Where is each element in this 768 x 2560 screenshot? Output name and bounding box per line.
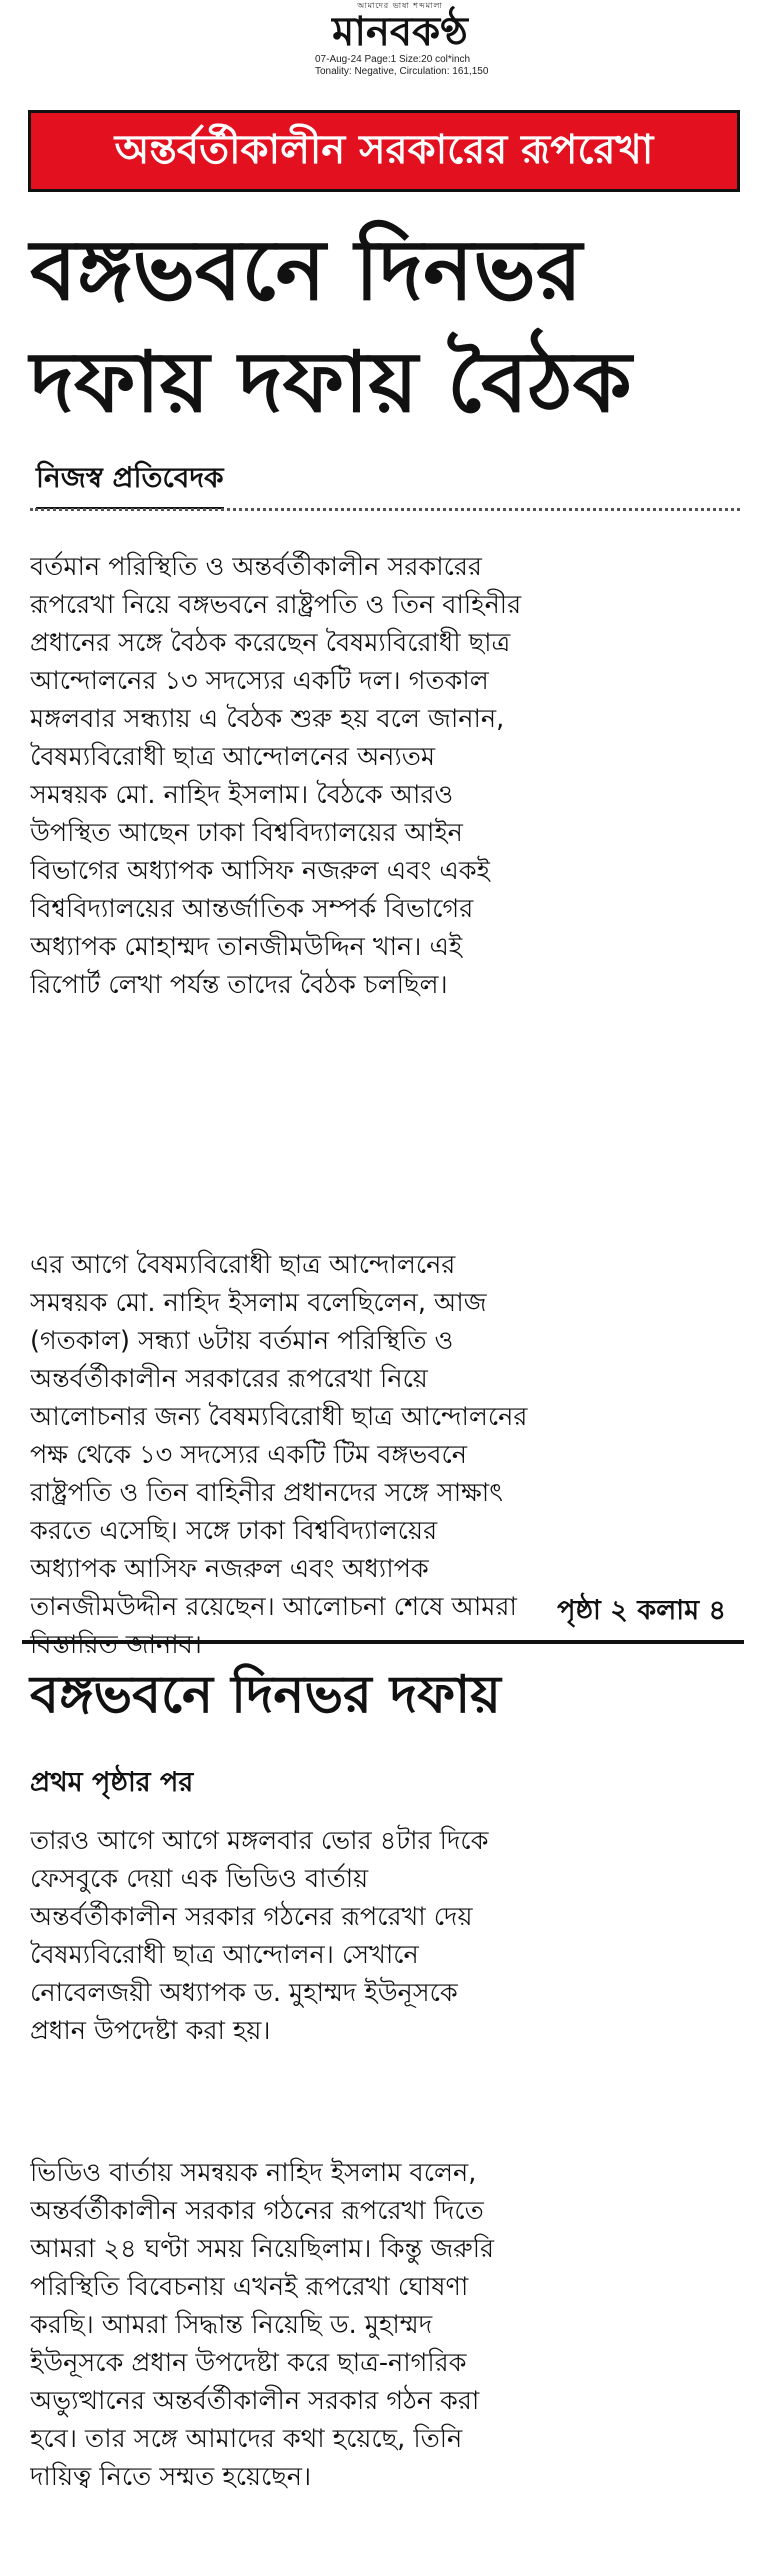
continuation-subhead: প্রথম পৃষ্ঠার পর	[30, 1767, 194, 1798]
text-line: অন্তর্বর্তীকালীন সরকার গঠনের রূপরেখা দেয়	[30, 1902, 473, 1932]
article-paragraph	[30, 548, 740, 1004]
continuation-headline: বঙ্গভবনে দিনভর দফায়	[30, 1665, 501, 1725]
text-line: (গতকাল) সন্ধ্যা ৬টায় বর্তমান পরিস্থিতি ও	[30, 1326, 454, 1356]
text-line: বিভাগের অধ্যাপক আসিফ নজরুল এবং একই	[30, 856, 490, 886]
continued-on-page-note: পৃষ্ঠা ২ কলাম ৪	[557, 1595, 726, 1626]
text-line: ভিডিও বার্তায় সমন্বয়ক নাহিদ ইসলাম বলেন,	[30, 2158, 477, 2188]
text-line: অধ্যাপক আসিফ নজরুল এবং অধ্যাপক	[30, 1554, 429, 1584]
text-line: করছি। আমরা সিদ্ধান্ত নিয়েছি ড. মুহাম্মদ	[30, 2310, 433, 2340]
headline-line: বঙ্গভবনে দিনভর	[30, 221, 583, 319]
text-line: রিপোর্ট লেখা পর্যন্ত তাদের বৈঠক চলছিল।	[30, 970, 448, 1000]
article-paragraph	[30, 2154, 740, 2496]
text-line: অন্তর্বর্তীকালীন সরকারের রূপরেখা নিয়ে	[30, 1364, 428, 1394]
text-line: অন্তর্বর্তীকালীন সরকার গঠনের রূপরেখা দিতে	[30, 2196, 484, 2226]
text-line: পক্ষ থেকে ১৩ সদস্যের একটি টিম বঙ্গভবনে	[30, 1440, 467, 1470]
text-line: করতে এসেছি। সঙ্গে ঢাকা বিশ্ববিদ্যালয়ের	[30, 1516, 438, 1546]
text-line: বৈষম্যবিরোধী ছাত্র আন্দোলনের অন্যতম	[30, 742, 436, 772]
text-line: তারও আগে আগে মঙ্গলবার ভোর ৪টার দিকে	[30, 1826, 489, 1856]
text-line: বিস্তারিত জানাব।	[30, 1630, 202, 1660]
text-line: ইউনূসকে প্রধান উপদেষ্টা করে ছাত্র-নাগরিক	[30, 2348, 467, 2378]
clipping-meta-line: 07-Aug-24 Page:1 Size:20 col*inch	[315, 54, 471, 65]
headline-line: দফায় দফায় বৈঠক	[30, 333, 632, 431]
text-line: বিশ্ববিদ্যালয়ের আন্তর্জাতিক সম্পর্ক বিভাগের	[30, 894, 474, 924]
masthead-tagline: আমাদের ভাষা শব্দমালা	[357, 1, 443, 10]
clipping-meta-line: Tonality: Negative, Circulation: 161,150	[315, 66, 489, 77]
text-line: এর আগে বৈষম্যবিরোধী ছাত্র আন্দোলনের	[30, 1250, 456, 1280]
masthead	[285, 0, 515, 90]
text-line: আলোচনার জন্য বৈষম্যবিরোধী ছাত্র আন্দোলনের	[30, 1402, 528, 1432]
clipping-meta	[315, 54, 525, 78]
newspaper-logo: মানবকণ্ঠ	[332, 9, 468, 55]
text-line: রূপরেখা নিয়ে বঙ্গভবনে রাষ্ট্রপতি ও তিন বাহিনীর	[30, 590, 522, 620]
text-line: অধ্যাপক মোহাম্মদ তানজীমউদ্দিন খান। এই	[30, 932, 463, 962]
dotted-divider	[30, 508, 740, 511]
text-line: সমন্বয়ক মো. নাহিদ ইসলাম বলেছিলেন, আজ	[30, 1288, 487, 1318]
text-line: নোবেলজয়ী অধ্যাপক ড. মুহাম্মদ ইউনূসকে	[30, 1978, 458, 2008]
text-line: পরিস্থিতি বিবেচনায় এখনই রূপরেখা ঘোষণা	[30, 2272, 469, 2302]
text-line: প্রধান উপদেষ্টা করা হয়।	[30, 2016, 271, 2046]
section-banner: অন্তর্বর্তীকালীন সরকারের রূপরেখা	[28, 110, 740, 192]
text-line: ফেসবুকে দেয়া এক ভিডিও বার্তায়	[30, 1864, 369, 1894]
text-line: সমন্বয়ক মো. নাহিদ ইসলাম। বৈঠকে আরও	[30, 780, 454, 810]
text-line: মঙ্গলবার সন্ধ্যায় এ বৈঠক শুরু হয় বলে জানান,	[30, 704, 505, 734]
text-line: রাষ্ট্রপতি ও তিন বাহিনীর প্রধানদের সঙ্গে সাক্ষাৎ	[30, 1478, 503, 1508]
text-line: প্রধানের সঙ্গে বৈঠক করেছেন বৈষম্যবিরোধী ছাত্র	[30, 628, 511, 658]
text-line: উপস্থিত আছেন ঢাকা বিশ্ববিদ্যালয়ের আইন	[30, 818, 463, 848]
text-line: অভ্যুত্থানের অন্তর্বর্তীকালীন সরকার গঠন করা	[30, 2386, 480, 2416]
text-line: দায়িত্ব নিতে সম্মত হয়েছেন।	[30, 2462, 312, 2492]
text-line: বর্তমান পরিস্থিতি ও অন্তর্বর্তীকালীন সরকারের	[30, 552, 482, 582]
text-line: আন্দোলনের ১৩ সদস্যের একটি দল। গতকাল	[30, 666, 489, 696]
text-line: বৈষম্যবিরোধী ছাত্র আন্দোলন। সেখানে	[30, 1940, 419, 1970]
article-paragraph	[30, 1822, 740, 2050]
text-line: হবে। তার সঙ্গে আমাদের কথা হয়েছে, তিনি	[30, 2424, 463, 2454]
text-line: আমরা ২৪ ঘণ্টা সময় নিয়েছিলাম। কিন্তু জরুরি	[30, 2234, 495, 2264]
section-divider	[22, 1640, 744, 1644]
article-headline	[30, 214, 740, 438]
reporter-byline: নিজস্ব প্রতিবেদক	[36, 456, 224, 509]
text-line: তানজীমউদ্দীন রয়েছেন। আলোচনা শেষে আমরা	[30, 1592, 517, 1622]
